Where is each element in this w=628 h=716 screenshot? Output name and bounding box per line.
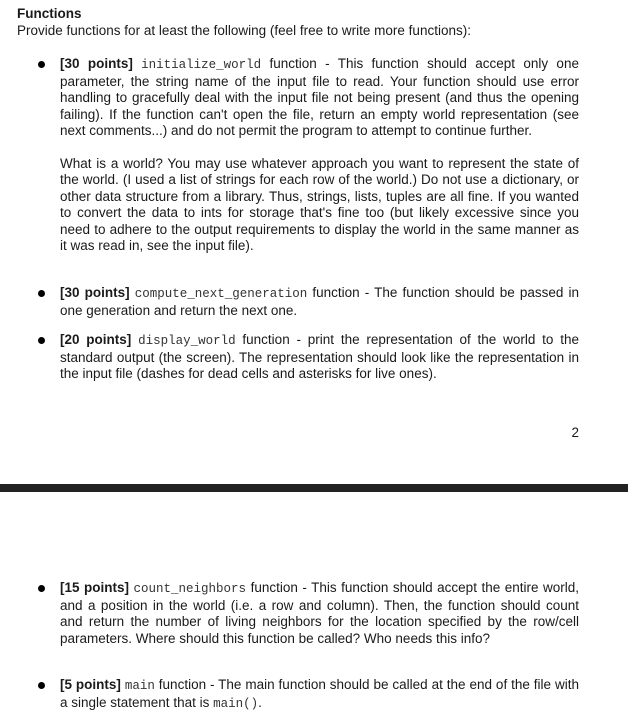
item-tail: . (258, 694, 262, 710)
list-item-main (60, 677, 579, 712)
page-divider (0, 484, 628, 492)
bullet-icon (38, 585, 45, 592)
page-2 (0, 492, 628, 716)
points-label: [30 points] (60, 285, 130, 300)
item-description: function - This function should accept only one parameter, the string name of the input file to read. Your function should use error handling to gracefully deal with the input file not being present (and thus the opening failing). If the function can't open the file, return an empty world representation (see next comments...) and do not permit the program to attempt to continue further. (60, 56, 579, 138)
points-label: [20 points] (60, 332, 132, 347)
list-item-initialize-world (60, 56, 579, 255)
intro-text: Provide functions for at least the following (feel free to write more functions): (17, 23, 471, 38)
list-item-compute-next-generation (60, 285, 579, 319)
item-description: function - The main function should be called at the end of the file with a single statement that is (60, 677, 579, 710)
bullet-icon (38, 682, 45, 689)
function-name: count_neighbors (133, 582, 247, 596)
item-extra-paragraph: What is a world? You may use whatever approach you want to represent the state of the world. (I used a list of strings for each row of the world.) Do not use a dictionary, or other data structure from a library. Thus, strings, lists, tuples are all fine. If you wanted to convert the data to ints for storage that's fine too (but likely excessive since you need to adhere to the output requirements to display the world in the same manner as it was read in, see the input file). (60, 155, 579, 253)
bullet-icon (38, 61, 45, 68)
bullet-icon (38, 290, 45, 297)
list-item-display-world (60, 332, 579, 383)
bullet-icon (38, 337, 45, 344)
points-label: [15 points] (60, 580, 130, 595)
section-heading: Functions (17, 6, 82, 21)
points-label: [30 points] (60, 56, 133, 71)
page-number: 2 (571, 425, 579, 440)
function-name: initialize_world (141, 58, 262, 72)
function-name: main (124, 679, 155, 693)
item-description: function - This function should accept the entire world, and a position in the world (i.e. a row and column). Then, the function should count and return the number of living neighbors for the location specified by the row/cell parameters. Where should this function be called? Who needs this info? (60, 580, 579, 646)
points-label: [5 points] (60, 677, 121, 692)
function-name: compute_next_generation (134, 287, 308, 301)
item-description: function - The function should be passed in one generation and return the next one. (60, 285, 579, 318)
item-description: function - print the representation of the world to the standard output (the screen). The representation should look like the representation in the input file (dashes for dead cells and asterisks for live ones). (60, 332, 579, 381)
function-name: display_world (138, 334, 236, 348)
inline-code: main() (213, 696, 259, 711)
list-item-count-neighbors (60, 580, 579, 647)
